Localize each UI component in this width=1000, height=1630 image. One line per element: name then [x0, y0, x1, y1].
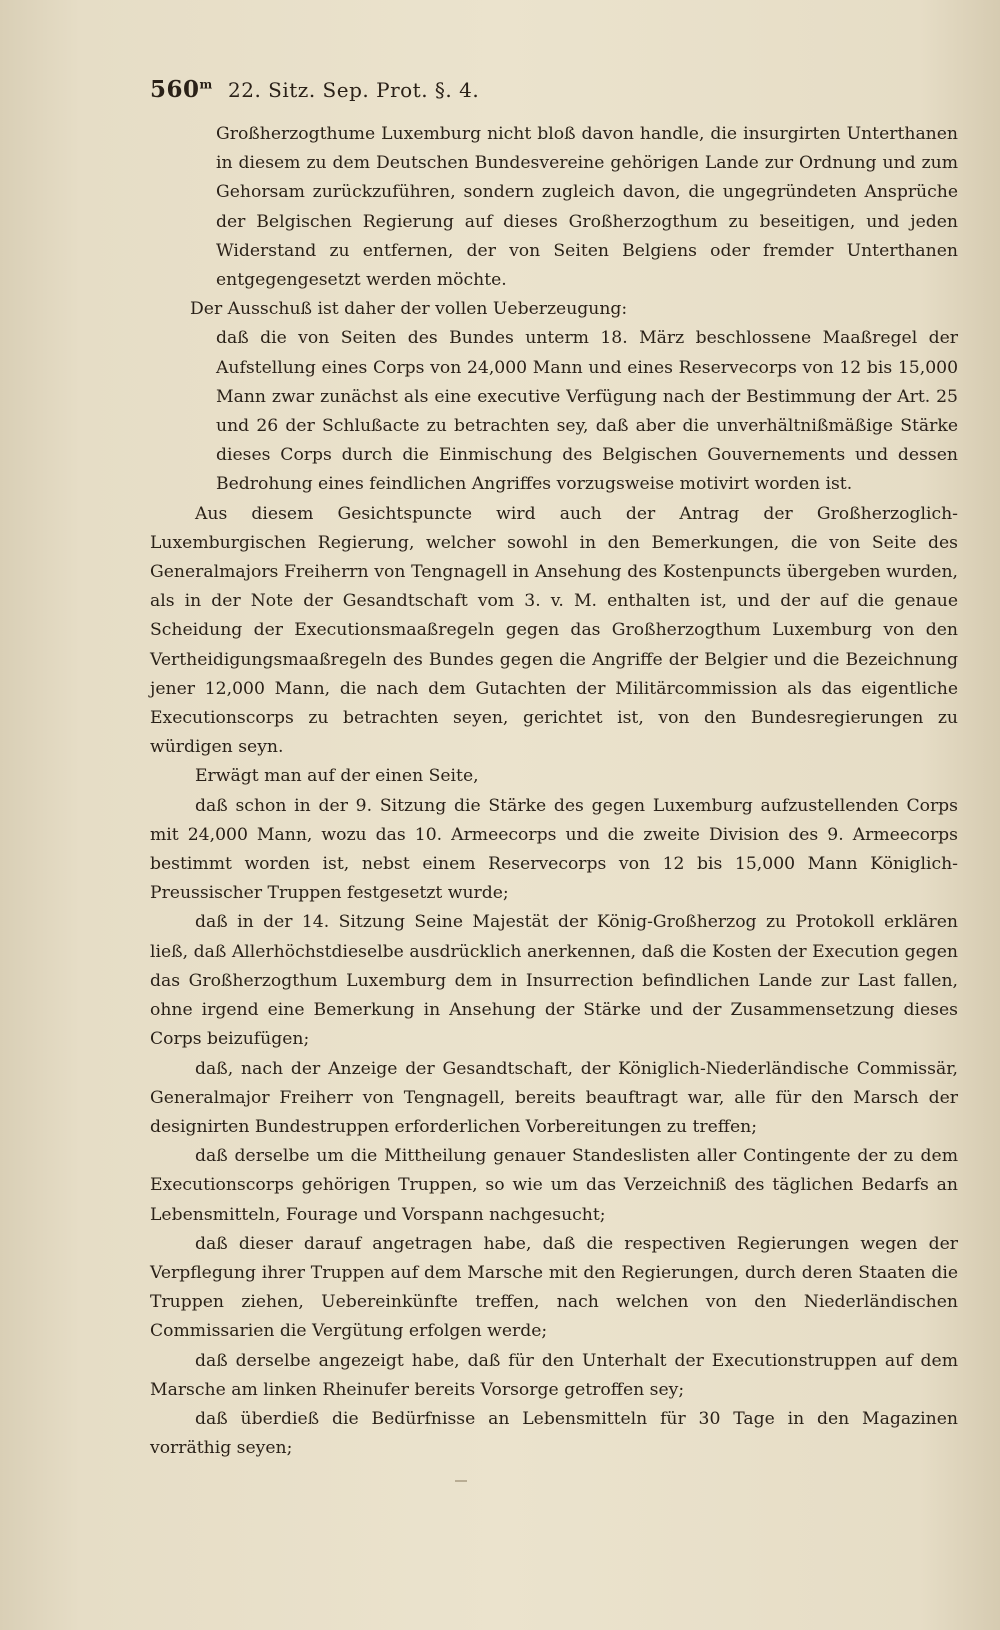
running-head: 22. Sitz. Sep. Prot. §. 4.	[228, 78, 480, 102]
page-header	[150, 76, 950, 106]
paragraph: Aus diesem Gesichtspuncte wird auch der Antrag der Großherzoglich-Luxemburgischen Regierung, welcher sowohl in den Bemerkungen, die von Seite des Generalmajors Freiherrn von Tengnagell in Ansehung des Kostenpuncts übergeben wurden, als in der Note der Gesandtschaft vom 3. v. M. enthalten ist, und der auf die genaue Scheidung der Executionsmaaßregeln gegen das Großherzogthum Luxemburg von den Vertheidigungsmaaßregeln des Bundes gegen die Angriffe der Belgier und die Bezeichnung jener 12,000 Mann, die nach dem Gutachten der Militärcommission als das eigentliche Executionscorps zu betrachten seyen, gerichtet ist, von den Bundesregierungen zu würdigen seyn.	[150, 503, 958, 758]
paragraph: daß die von Seiten des Bundes unterm 18. März beschlossene Maaßregel der Aufstellung eines Corps von 24,000 Mann und eines Reservecorps von 12 bis 15,000 Mann zwar zunächst als eine executive Verfügung nach der Bestimmung der Art. 25 und 26 der Schlußacte zu betrachten sey, daß aber die unverhältnißmäßige Stärke dieses Corps durch die Einmischung des Belgischen Gouvernements und dessen Bedrohung eines feindlichen Angriffes vorzugsweise motivirt worden ist.	[216, 328, 958, 495]
paragraph: Erwägt man auf der einen Seite,	[195, 766, 479, 787]
page-number: 560$^m$	[150, 76, 213, 103]
paragraph: daß, nach der Anzeige der Gesandtschaft, der Königlich-Niederländische Commissär, Generalmajor Freiherr von Tengnagell, bereits beauftragt war, alle für den Marsch der designirten Bundestruppen erforderlichen Vorbereitungen zu treffen;	[150, 1058, 958, 1137]
paragraph: Der Ausschuß ist daher der vollen Ueberzeugung:	[190, 299, 628, 320]
paragraph: daß derselbe um die Mittheilung genauer Standeslisten aller Contingente der zu dem Executionscorps gehörigen Truppen, so wie um das Verzeichniß des täglichen Bedarfs an Lebensmitteln, Fourage und Vorspann nachgesucht;	[150, 1146, 958, 1225]
page-mark	[455, 1480, 467, 1482]
paragraph: daß in der 14. Sitzung Seine Majestät der König-Großherzog zu Protokoll erklären ließ, daß Allerhöchstdieselbe ausdrücklich anerkennen, daß die Kosten der Execution gegen das Großherzogthum Luxemburg dem in Insurrection befindlichen Lande zur Last fallen, ohne irgend eine Bemerkung in Ansehung der Stärke und der Zusammensetzung dieses Corps beizufügen;	[150, 912, 958, 1050]
body-text	[150, 120, 958, 1463]
paragraph: daß derselbe angezeigt habe, daß für den Unterhalt der Executionstruppen auf dem Marsche am linken Rheinufer bereits Vorsorge getroffen sey;	[150, 1350, 958, 1400]
paragraph: daß dieser darauf angetragen habe, daß die respectiven Regierungen wegen der Verpflegung ihrer Truppen auf dem Marsche mit den Regierungen, durch deren Staaten die Truppen ziehen, Uebereinkünfte treffen, nach welchen von den Niederländischen Commissarien die Vergütung erfolgen werde;	[150, 1233, 958, 1342]
paragraph: Großherzogthume Luxemburg nicht bloß davon handle, die insurgirten Unterthanen in diesem zu dem Deutschen Bundesvereine gehörigen Lande zur Ordnung und zum Gehorsam zurückzuführen, sondern zugleich davon, die ungegründeten Ansprüche der Belgischen Regierung auf dieses Großherzogthum zu beseitigen, und jeden Widerstand zu entfernen, der von Seiten Belgiens oder fremder Unterthanen entgegengesetzt werden möchte.	[216, 124, 958, 291]
paragraph: daß überdieß die Bedürfnisse an Lebensmitteln für 30 Tage in den Magazinen vorräthig seyen;	[150, 1408, 958, 1459]
paragraph: daß schon in der 9. Sitzung die Stärke des gegen Luxemburg aufzustellenden Corps mit 24,000 Mann, wozu das 10. Armeecorps und die zweite Division des 9. Armeecorps bestimmt worden ist, nebst einem Reservecorps von 12 bis 15,000 Mann Königlich-Preussischer Truppen festgesetzt wurde;	[150, 795, 958, 904]
